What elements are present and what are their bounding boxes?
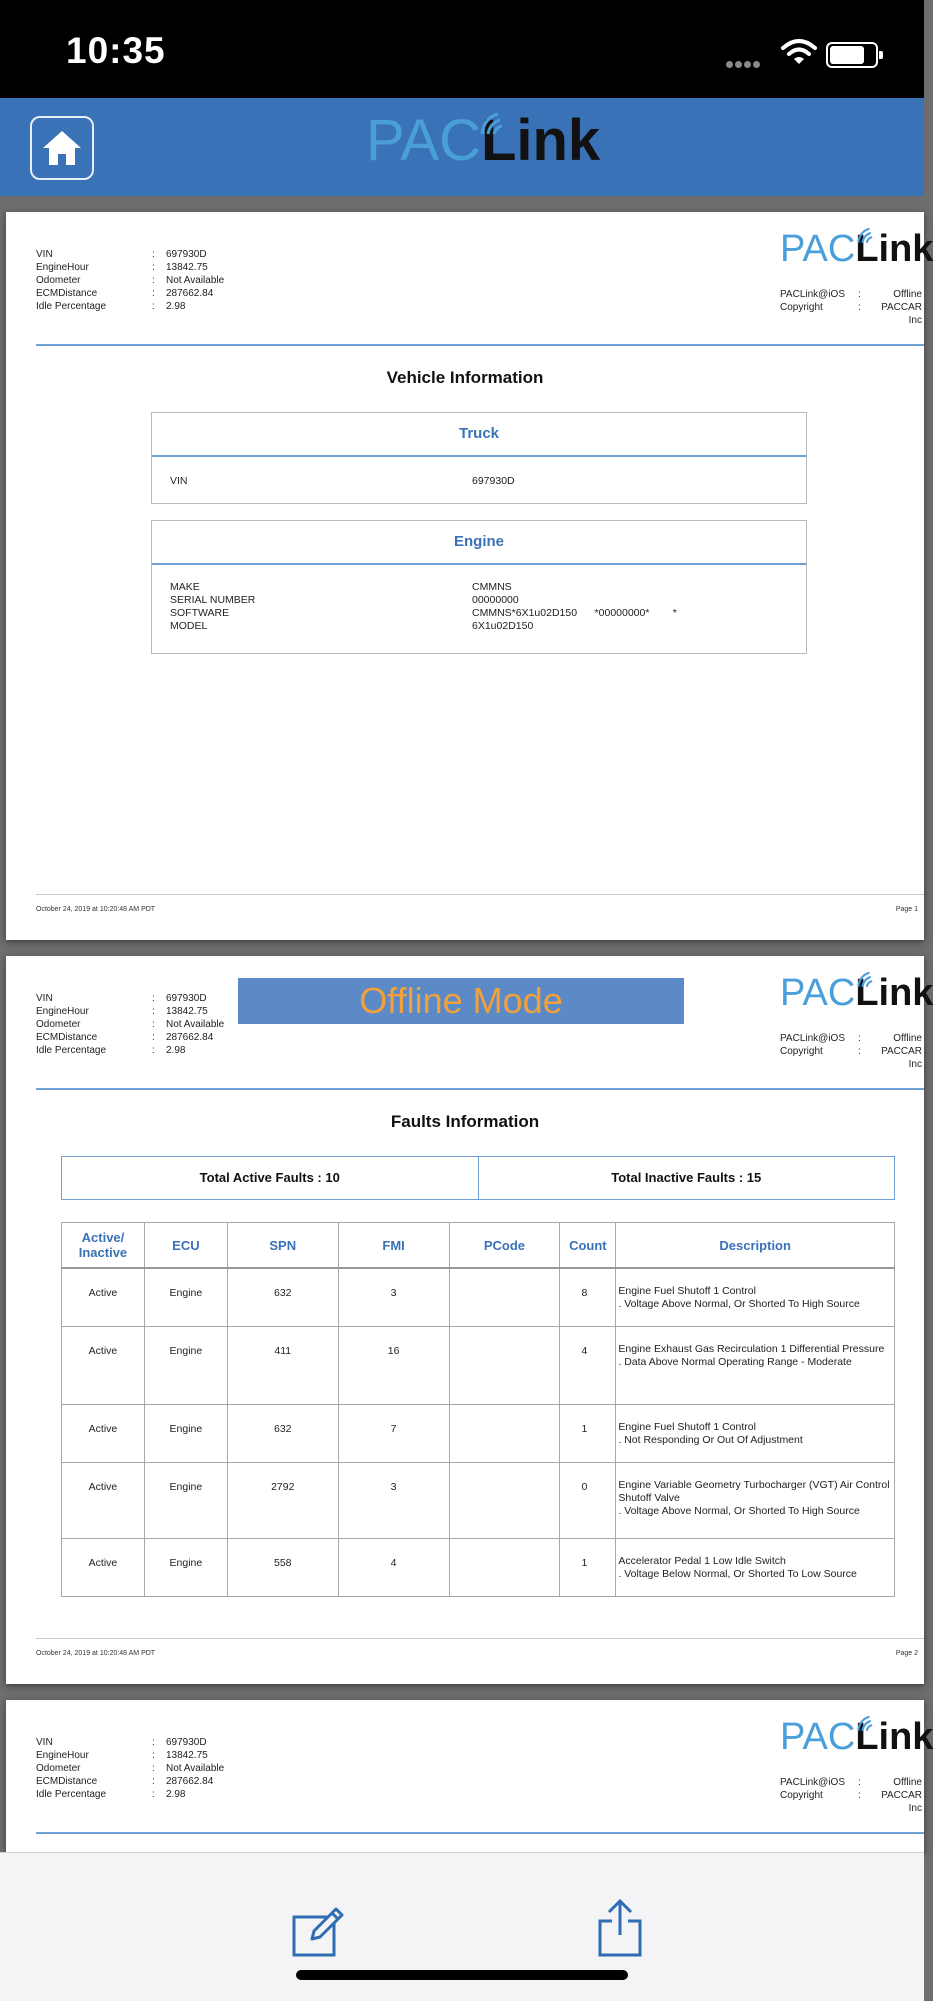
cell-status: Active [62, 1404, 145, 1462]
app-meta-label: Copyright [780, 302, 823, 313]
meta-row [36, 992, 224, 1005]
signal-waves-icon [476, 108, 516, 138]
paclink-logo [780, 974, 933, 1012]
page-title: Faults Information [390, 1112, 540, 1131]
total-active-faults: Total Active Faults : 10 [62, 1157, 479, 1199]
page-title: Vehicle Information [386, 368, 544, 387]
column-header: Count [560, 1223, 616, 1269]
meta-value: 287662.84 [166, 288, 214, 299]
meta-row [36, 287, 224, 300]
offline-mode-banner: Offline Mode [238, 978, 684, 1024]
app-meta [780, 288, 922, 327]
paclink-logo [780, 230, 933, 268]
meta-row [36, 1749, 224, 1762]
app-header [0, 98, 924, 196]
logo-pac: PAC [780, 228, 856, 270]
meta-value: 2.98 [166, 1789, 186, 1800]
share-icon [596, 1897, 644, 1957]
app-meta [780, 1032, 922, 1071]
cell-spn: 2792 [227, 1462, 338, 1538]
meta-row [36, 1044, 224, 1057]
wifi-icon [781, 38, 817, 71]
meta-label: Odometer [36, 1763, 81, 1774]
meta-row [36, 1775, 224, 1788]
meta-label: VIN [36, 993, 53, 1004]
cell-pcode [449, 1268, 560, 1326]
cell-fmi: 3 [338, 1462, 449, 1538]
cell-ecu: Engine [144, 1538, 227, 1596]
status-bar [0, 0, 924, 98]
cell-description [616, 1268, 895, 1326]
meta-sep: : [152, 262, 155, 273]
description-detail: . Not Responding Or Out Of Adjustment [618, 1433, 803, 1446]
description-title: Engine Variable Geometry Turbocharger (VGT) Air Control Shutoff Valve [618, 1478, 890, 1504]
engine-label: SOFTWARE [170, 607, 230, 619]
meta-sep: : [152, 288, 155, 299]
description-detail: . Data Above Normal Operating Range - Moderate [618, 1355, 852, 1368]
meta-label: EngineHour [36, 262, 89, 273]
cell-fmi: 3 [338, 1268, 449, 1326]
app-meta-sep: : [858, 1046, 861, 1057]
report-page-1 [6, 212, 933, 940]
meta-row [36, 300, 224, 313]
meta-sep: : [152, 249, 155, 260]
app-meta-row [780, 1032, 922, 1045]
logo-pac: PAC [780, 1716, 856, 1758]
app-meta-value: Offline [893, 1777, 922, 1788]
footer-divider [36, 1638, 924, 1639]
header-divider [36, 344, 924, 346]
engine-value: CMMNS*6X1u02D150 *00000000* * [472, 607, 677, 619]
cell-status: Active [62, 1462, 145, 1538]
meta-sep: : [152, 301, 155, 312]
report-page-2 [6, 956, 933, 1684]
meta-value: 13842.75 [166, 262, 208, 273]
fault-totals [61, 1156, 895, 1200]
column-header: PCode [449, 1223, 560, 1269]
home-icon [40, 128, 84, 168]
cell-count: 1 [560, 1538, 616, 1596]
meta-row [36, 1762, 224, 1775]
cellular-signal-icon [726, 55, 762, 73]
meta-value: 697930D [166, 249, 207, 260]
meta-value: 13842.75 [166, 1006, 208, 1017]
cell-count: 4 [560, 1326, 616, 1404]
faults-table [61, 1222, 895, 1597]
app-meta-label: PACLink@iOS [780, 289, 845, 300]
meta-label: EngineHour [36, 1006, 89, 1017]
engine-value: 00000000 [472, 594, 519, 606]
meta-sep: : [152, 1006, 155, 1017]
app-meta-label: PACLink@iOS [780, 1033, 845, 1044]
description-detail: . Voltage Above Normal, Or Shorted To High Source [618, 1504, 860, 1517]
table-row [62, 1538, 895, 1596]
cell-fmi: 16 [338, 1326, 449, 1404]
app-meta-row [780, 288, 922, 301]
cell-ecu: Engine [144, 1268, 227, 1326]
app-meta-label: Copyright [780, 1790, 823, 1801]
footer-divider [36, 894, 924, 895]
engine-label: MAKE [170, 581, 200, 593]
truck-heading: Truck [152, 413, 806, 457]
app-meta-sep: : [858, 1777, 861, 1788]
footer-date: October 24, 2019 at 10:20:48 AM PDT [36, 1650, 156, 1657]
engine-value: 6X1u02D150 [472, 620, 534, 632]
description-title: Engine Fuel Shutoff 1 Control [618, 1420, 756, 1433]
cell-spn: 558 [227, 1538, 338, 1596]
cell-description [616, 1404, 895, 1462]
meta-value: Not Available [166, 1763, 225, 1774]
app-meta-value: Offline [893, 1033, 922, 1044]
column-header: SPN [227, 1223, 338, 1269]
column-header: FMI [338, 1223, 449, 1269]
column-header: ECU [144, 1223, 227, 1269]
app-meta-sep: : [858, 1033, 861, 1044]
meta-label: Idle Percentage [36, 1045, 107, 1056]
footer-page-number: Page 1 [895, 906, 918, 913]
home-button[interactable] [30, 116, 94, 180]
share-button[interactable] [596, 1897, 644, 1962]
meta-label: ECMDistance [36, 288, 98, 299]
app-meta-sep: : [858, 289, 861, 300]
cell-spn: 632 [227, 1404, 338, 1462]
meta-value: 287662.84 [166, 1776, 214, 1787]
meta-row [36, 1018, 224, 1031]
header-divider [36, 1088, 924, 1090]
cell-count: 0 [560, 1462, 616, 1538]
cell-ecu: Engine [144, 1326, 227, 1404]
vehicle-meta [36, 992, 224, 1057]
meta-sep: : [152, 1763, 155, 1774]
meta-row [36, 248, 224, 261]
meta-label: ECMDistance [36, 1032, 98, 1043]
engine-body [152, 565, 806, 655]
meta-row [36, 1736, 224, 1749]
logo-pac: PAC [366, 108, 481, 173]
cell-ecu: Engine [144, 1404, 227, 1462]
app-meta-value: PACCAR Inc [881, 1046, 922, 1070]
column-header: Description [616, 1223, 895, 1269]
cell-spn: 632 [227, 1268, 338, 1326]
description-title: Engine Exhaust Gas Recirculation 1 Differential Pressure [618, 1342, 885, 1355]
meta-value: 697930D [166, 1737, 207, 1748]
logo-pac: PAC [780, 972, 856, 1014]
meta-value: 287662.84 [166, 1032, 214, 1043]
engine-label: MODEL [170, 620, 208, 632]
vehicle-meta [36, 1736, 224, 1801]
footer-page-number: Page 2 [895, 1650, 918, 1657]
meta-row [36, 1788, 224, 1801]
meta-value: 13842.75 [166, 1750, 208, 1761]
cell-description [616, 1326, 895, 1404]
truck-box [151, 412, 807, 504]
app-meta-row [780, 1789, 922, 1815]
meta-value: Not Available [166, 275, 225, 286]
battery-icon [826, 42, 878, 68]
meta-sep: : [152, 275, 155, 286]
engine-label: SERIAL NUMBER [170, 594, 256, 606]
app-meta-row [780, 301, 922, 327]
home-indicator[interactable] [296, 1970, 628, 1980]
meta-row [36, 1005, 224, 1018]
description-detail: . Voltage Above Normal, Or Shorted To High Source [618, 1298, 860, 1310]
meta-value: 2.98 [166, 1045, 186, 1056]
meta-sep: : [152, 1737, 155, 1748]
logo-link: Link [855, 1716, 933, 1758]
app-meta-label: PACLink@iOS [780, 1777, 845, 1788]
cell-status: Active [62, 1326, 145, 1404]
app-meta-row [780, 1776, 922, 1789]
meta-value: 2.98 [166, 301, 186, 312]
meta-sep: : [152, 1750, 155, 1761]
header-divider [36, 1832, 924, 1834]
cell-count: 1 [560, 1404, 616, 1462]
cell-fmi: 7 [338, 1404, 449, 1462]
meta-row [36, 274, 224, 287]
app-meta-label: Copyright [780, 1046, 823, 1057]
report-page-3 [6, 1700, 933, 1852]
cell-status: Active [62, 1268, 145, 1326]
footer-date: October 24, 2019 at 10:20:48 AM PDT [36, 906, 156, 913]
table-row [62, 1268, 895, 1326]
description-detail: . Voltage Below Normal, Or Shorted To Low Source [618, 1567, 857, 1580]
meta-sep: : [152, 1019, 155, 1030]
meta-row [36, 1031, 224, 1044]
cell-spn: 411 [227, 1326, 338, 1404]
meta-sep: : [152, 1032, 155, 1043]
column-header: Active/ Inactive [62, 1223, 145, 1269]
compose-icon [290, 1905, 346, 1957]
description-title: Engine Fuel Shutoff 1 Control [618, 1285, 756, 1297]
meta-row [36, 261, 224, 274]
signal-waves-icon [854, 224, 882, 246]
meta-label: VIN [36, 249, 53, 260]
paclink-logo [780, 1718, 933, 1756]
meta-value: Not Available [166, 1019, 225, 1030]
total-inactive-faults: Total Inactive Faults : 15 [611, 1170, 762, 1185]
description-title: Accelerator Pedal 1 Low Idle Switch [618, 1554, 786, 1567]
app-meta-sep: : [858, 302, 861, 313]
meta-label: Idle Percentage [36, 301, 107, 312]
app-meta-value: Offline [893, 289, 922, 300]
meta-sep: : [152, 993, 155, 1004]
meta-label: Odometer [36, 1019, 81, 1030]
cell-status: Active [62, 1538, 145, 1596]
table-header-row [62, 1223, 895, 1269]
cell-pcode [449, 1326, 560, 1404]
paclink-logo [366, 108, 601, 173]
cell-count: 8 [560, 1268, 616, 1326]
status-time: 10:35 [66, 30, 166, 71]
cell-pcode [449, 1538, 560, 1596]
edit-button[interactable] [290, 1905, 346, 1962]
app-meta-sep: : [858, 1790, 861, 1801]
vin-value: 697930D [472, 475, 515, 487]
table-row [62, 1462, 895, 1538]
logo-link: Link [480, 108, 601, 173]
meta-value: 697930D [166, 993, 207, 1004]
cell-fmi: 4 [338, 1538, 449, 1596]
cell-pcode [449, 1404, 560, 1462]
cell-description [616, 1462, 895, 1538]
signal-waves-icon [854, 1712, 882, 1734]
meta-label: Odometer [36, 275, 81, 286]
signal-waves-icon [854, 968, 882, 990]
meta-label: Idle Percentage [36, 1789, 107, 1800]
meta-label: EngineHour [36, 1750, 89, 1761]
table-row [62, 1326, 895, 1404]
logo-link: Link [855, 972, 933, 1014]
engine-value: CMMNS [472, 581, 512, 593]
app-meta [780, 1776, 922, 1815]
meta-sep: : [152, 1045, 155, 1056]
cell-description [616, 1538, 895, 1596]
engine-heading: Engine [152, 521, 806, 565]
engine-box [151, 520, 807, 654]
truck-body [152, 457, 806, 505]
meta-label: VIN [36, 1737, 53, 1748]
meta-sep: : [152, 1776, 155, 1787]
cell-pcode [449, 1462, 560, 1538]
vehicle-meta [36, 248, 224, 313]
app-meta-value: PACCAR Inc [881, 302, 922, 326]
logo-link: Link [855, 228, 933, 270]
app-meta-value: PACCAR Inc [881, 1790, 922, 1814]
vin-label: VIN [170, 475, 188, 487]
table-row [62, 1404, 895, 1462]
app-meta-row [780, 1045, 922, 1071]
meta-sep: : [152, 1789, 155, 1800]
meta-label: ECMDistance [36, 1776, 98, 1787]
cell-ecu: Engine [144, 1462, 227, 1538]
